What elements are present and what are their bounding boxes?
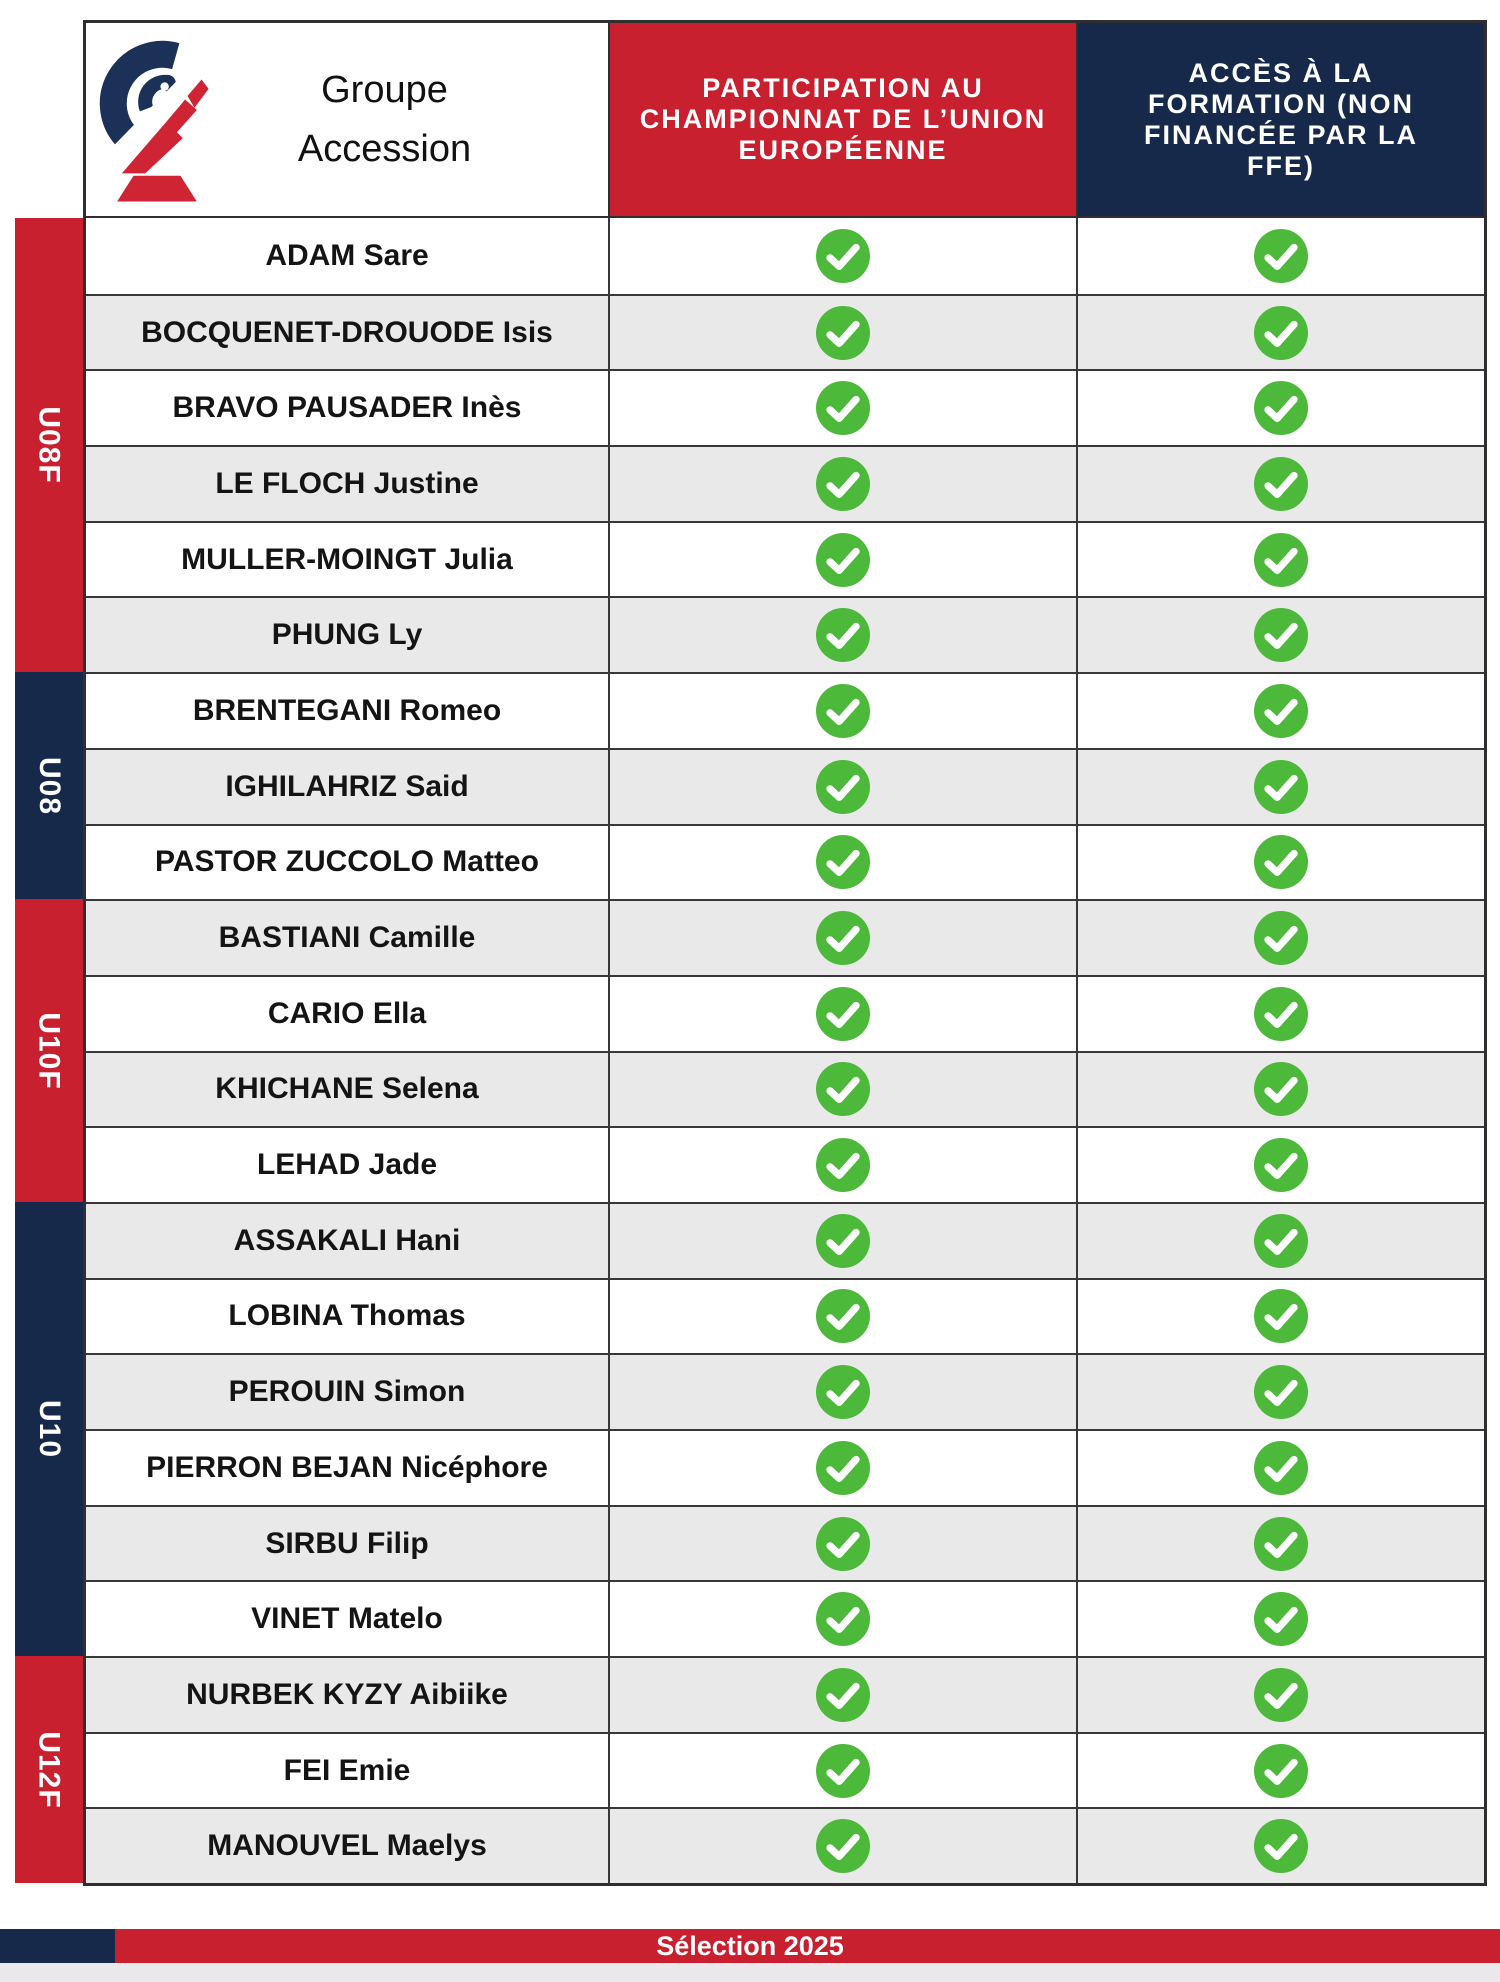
check-circle-icon	[1254, 533, 1308, 587]
check-cell-formation	[1076, 750, 1484, 824]
check-circle-icon	[1254, 1592, 1308, 1646]
table-row	[86, 672, 1484, 748]
groupe-accession-ffe-logo	[98, 35, 216, 205]
table-row	[86, 899, 1484, 975]
check-circle-icon	[816, 684, 870, 738]
player-name: CARIO Ella	[267, 996, 427, 1030]
group-sidebar	[15, 20, 83, 1886]
column-header-formation	[1076, 23, 1484, 216]
table-row	[86, 1580, 1484, 1656]
check-cell-formation	[1076, 674, 1484, 748]
check-cell-championnat	[608, 1204, 1076, 1278]
check-circle-icon	[1254, 229, 1308, 283]
check-cell-championnat	[608, 826, 1076, 900]
check-circle-icon	[1254, 608, 1308, 662]
check-cell-formation	[1076, 901, 1484, 975]
check-cell-championnat	[608, 901, 1076, 975]
check-cell-formation	[1076, 826, 1484, 900]
check-circle-icon	[1254, 1062, 1308, 1116]
check-circle-icon	[816, 835, 870, 889]
check-cell-championnat	[608, 1658, 1076, 1732]
check-circle-icon	[816, 1668, 870, 1722]
check-cell-championnat	[608, 750, 1076, 824]
check-circle-icon	[1254, 1441, 1308, 1495]
check-cell-championnat	[608, 1431, 1076, 1505]
check-cell-formation	[1076, 1280, 1484, 1354]
check-circle-icon	[1254, 1517, 1308, 1571]
table-row	[86, 1429, 1484, 1505]
check-circle-icon	[1254, 1289, 1308, 1343]
check-circle-icon	[1254, 1819, 1308, 1873]
check-cell-formation	[1076, 1734, 1484, 1808]
check-circle-icon	[816, 1062, 870, 1116]
table-row	[86, 1051, 1484, 1127]
check-cell-championnat	[608, 1280, 1076, 1354]
table-row	[86, 294, 1484, 370]
check-circle-icon	[1254, 684, 1308, 738]
footer-label: Sélection 2025	[656, 1930, 844, 1961]
bottom-strip	[0, 1963, 1500, 1982]
check-circle-icon	[816, 760, 870, 814]
table	[83, 20, 1487, 1886]
footer-bar	[0, 1929, 1500, 1963]
table-row	[86, 445, 1484, 521]
check-cell-championnat	[608, 1128, 1076, 1202]
table-row	[86, 1656, 1484, 1732]
check-cell-championnat	[608, 447, 1076, 521]
check-circle-icon	[1254, 987, 1308, 1041]
title-cell	[86, 23, 608, 216]
table-body	[86, 218, 1484, 1883]
group-label-u08: U08	[32, 756, 66, 815]
check-cell-formation	[1076, 296, 1484, 370]
player-name: FEI Emie	[283, 1753, 411, 1787]
group-label-u12f: U12F	[33, 1731, 67, 1809]
player-name: BRAVO PAUSADER Inès	[172, 391, 522, 425]
check-cell-formation	[1076, 1809, 1484, 1883]
column-header-championnat-label: PARTICIPATION AU CHAMPIONNAT DE L’UNION EUROPÉENNE	[639, 73, 1047, 165]
column-header-championnat	[608, 23, 1076, 216]
check-cell-formation	[1076, 218, 1484, 294]
check-circle-icon	[816, 381, 870, 435]
check-circle-icon	[1254, 1668, 1308, 1722]
check-cell-formation	[1076, 598, 1484, 672]
knight-logo-icon	[98, 35, 216, 205]
table-row	[86, 748, 1484, 824]
player-name: LOBINA Thomas	[228, 1299, 466, 1333]
group-segment-u08f	[15, 218, 83, 672]
page-title	[216, 61, 608, 179]
check-cell-formation	[1076, 1658, 1484, 1732]
selection-table	[15, 20, 1487, 1886]
check-cell-formation	[1076, 523, 1484, 597]
page-title-line1: Groupe	[321, 68, 448, 111]
table-row	[86, 369, 1484, 445]
check-cell-formation	[1076, 1355, 1484, 1429]
check-circle-icon	[1254, 1138, 1308, 1192]
check-cell-championnat	[608, 977, 1076, 1051]
player-name: NURBEK KYZY Aibiike	[186, 1677, 508, 1711]
check-circle-icon	[1254, 1744, 1308, 1798]
table-row	[86, 1732, 1484, 1808]
player-name: PIERRON BEJAN Nicéphore	[146, 1450, 548, 1484]
player-name: SIRBU Filip	[265, 1526, 429, 1560]
player-name: PHUNG Ly	[271, 618, 423, 652]
check-circle-icon	[816, 608, 870, 662]
table-row	[86, 1202, 1484, 1278]
check-circle-icon	[1254, 911, 1308, 965]
group-segment-u10	[15, 1202, 83, 1656]
check-cell-championnat	[608, 1355, 1076, 1429]
check-cell-formation	[1076, 1582, 1484, 1656]
check-cell-championnat	[608, 1809, 1076, 1883]
check-cell-championnat	[608, 523, 1076, 597]
check-cell-championnat	[608, 598, 1076, 672]
player-name: VINET Matelo	[251, 1602, 443, 1636]
check-cell-formation	[1076, 1128, 1484, 1202]
check-circle-icon	[816, 1441, 870, 1495]
player-name: BASTIANI Camille	[218, 921, 476, 955]
check-circle-icon	[1254, 457, 1308, 511]
check-circle-icon	[816, 1592, 870, 1646]
player-name: LE FLOCH Justine	[215, 466, 479, 500]
table-row	[86, 1353, 1484, 1429]
check-cell-formation	[1076, 977, 1484, 1051]
player-name: BOCQUENET-DROUODE Isis	[141, 315, 553, 349]
check-circle-icon	[1254, 1214, 1308, 1268]
player-name: PEROUIN Simon	[228, 1375, 466, 1409]
check-circle-icon	[816, 1138, 870, 1192]
group-label-u10: U10	[32, 1400, 66, 1459]
check-circle-icon	[816, 1819, 870, 1873]
check-cell-formation	[1076, 1204, 1484, 1278]
check-circle-icon	[1254, 306, 1308, 360]
table-header	[86, 23, 1484, 218]
table-row	[86, 1278, 1484, 1354]
check-circle-icon	[816, 1517, 870, 1571]
check-circle-icon	[1254, 381, 1308, 435]
check-circle-icon	[1254, 835, 1308, 889]
check-cell-formation	[1076, 1507, 1484, 1581]
check-circle-icon	[816, 1365, 870, 1419]
check-cell-championnat	[608, 1507, 1076, 1581]
page-title-line2: Accession	[297, 127, 472, 170]
check-circle-icon	[816, 911, 870, 965]
check-cell-formation	[1076, 1053, 1484, 1127]
player-name: ADAM Sare	[265, 238, 429, 272]
check-cell-championnat	[608, 1734, 1076, 1808]
player-name: KHICHANE Selena	[215, 1072, 479, 1106]
check-circle-icon	[816, 987, 870, 1041]
player-name: ASSAKALI Hani	[233, 1223, 461, 1257]
check-circle-icon	[816, 306, 870, 360]
check-cell-championnat	[608, 371, 1076, 445]
table-row	[86, 824, 1484, 900]
check-circle-icon	[816, 1744, 870, 1798]
check-cell-championnat	[608, 1582, 1076, 1656]
check-circle-icon	[816, 457, 870, 511]
group-segment-u10f	[15, 899, 83, 1202]
check-cell-championnat	[608, 218, 1076, 294]
check-cell-championnat	[608, 674, 1076, 748]
group-segment-u12f	[15, 1656, 83, 1883]
column-header-formation-label: ACCÈS À LA FORMATION (NON FINANCÉE PAR LA FFE)	[1143, 57, 1418, 181]
player-name: MULLER-MOINGT Julia	[181, 542, 513, 576]
check-circle-icon	[816, 533, 870, 587]
table-row	[86, 596, 1484, 672]
player-name: MANOUVEL Maelys	[207, 1829, 487, 1863]
table-row	[86, 1126, 1484, 1202]
check-cell-championnat	[608, 296, 1076, 370]
check-circle-icon	[1254, 1365, 1308, 1419]
table-row	[86, 1505, 1484, 1581]
check-cell-formation	[1076, 447, 1484, 521]
group-segment-u08	[15, 672, 83, 899]
check-cell-formation	[1076, 371, 1484, 445]
check-circle-icon	[1254, 760, 1308, 814]
check-cell-formation	[1076, 1431, 1484, 1505]
table-row	[86, 218, 1484, 294]
group-label-u10f: U10F	[33, 1011, 67, 1090]
player-name: PASTOR ZUCCOLO Matteo	[155, 845, 539, 879]
check-circle-icon	[816, 229, 870, 283]
player-name: BRENTEGANI Romeo	[192, 693, 502, 727]
table-row	[86, 1807, 1484, 1883]
check-circle-icon	[816, 1214, 870, 1268]
player-name: IGHILAHRIZ Said	[225, 769, 469, 803]
table-row	[86, 521, 1484, 597]
check-circle-icon	[816, 1289, 870, 1343]
player-name: LEHAD Jade	[256, 1148, 438, 1182]
table-row	[86, 975, 1484, 1051]
check-cell-championnat	[608, 1053, 1076, 1127]
group-label-u08f: U08F	[33, 406, 67, 484]
